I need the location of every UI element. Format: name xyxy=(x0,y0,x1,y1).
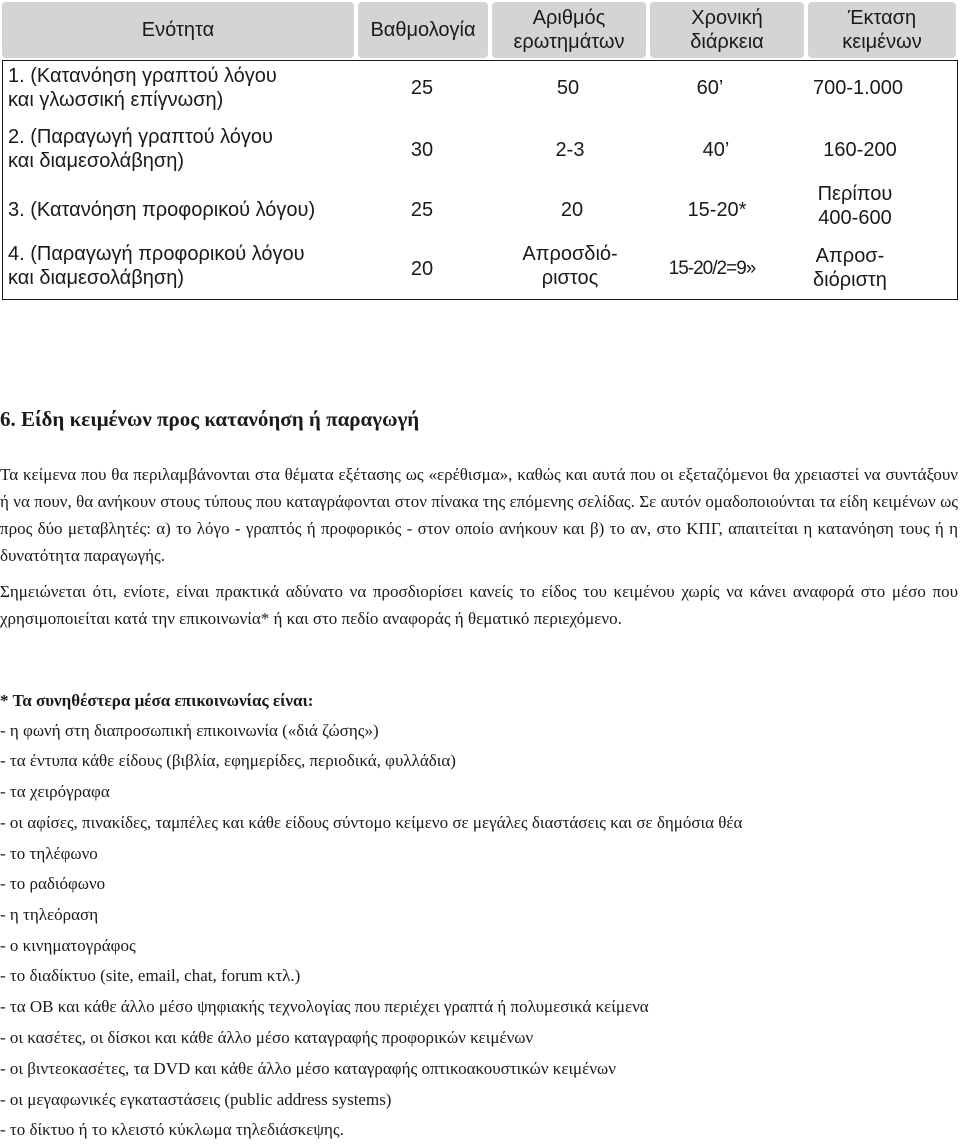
row-2-section: 2. (Παραγωγή γραπτού λόγου και διαμεσολάβηση) xyxy=(8,126,273,172)
header-questions-label: Αριθμός ερωτημάτων xyxy=(513,7,625,53)
row-1-section: 1. (Κατανόηση γραπτού λόγου και γλωσσική επίγνωση) xyxy=(8,65,277,111)
list-item: - το ραδιόφωνο xyxy=(0,874,106,893)
header-duration xyxy=(650,2,804,58)
row-1-score: 25 xyxy=(410,77,434,99)
header-questions xyxy=(492,2,646,58)
list-item: - τα ΟΒ και κάθε άλλο μέσο ψηφιακής τεχνολογίας που περιέχει γραπτά ή πολυμεσικά κείμενα xyxy=(0,997,649,1016)
media-heading: * Τα συνηθέστερα μέσα επικοινωνίας είναι: xyxy=(0,691,314,710)
list-item: - ο κινηματογράφος xyxy=(0,936,136,955)
list-item: - οι βιντεοκασέτες, τα DVD και κάθε άλλο μέσο καταγραφής οπτικοακουστικών κειμένων xyxy=(0,1059,616,1078)
list-item: - τα χειρόγραφα xyxy=(0,782,110,801)
list-item: - το διαδίκτυο (site, email, chat, forum κτλ.) xyxy=(0,966,301,985)
section-heading: 6. Είδη κειμένων προς κατανόηση ή παραγωγή xyxy=(0,407,420,431)
list-item: - οι αφίσες, πινακίδες, ταμπέλες και κάθε είδους σύντομο κείμενο σε μεγάλες διαστάσεις και σε δημόσια θέα xyxy=(0,813,743,832)
list-item: - τα έντυπα κάθε είδους (βιβλία, εφημερίδες, περιοδικά, φυλλάδια) xyxy=(0,751,456,770)
row-3-length: Περίπου 400-600 xyxy=(817,183,893,229)
row-1-length: 700-1.000 xyxy=(812,77,904,99)
list-item: - οι μεγαφωνικές εγκαταστάσεις (public address systems) xyxy=(0,1090,392,1109)
row-2-questions: 2-3 xyxy=(555,139,585,161)
paragraph-text-types: Τα κείμενα που θα περιλαμβάνονται στα θέματα εξέτασης ως «ερέθισμα», καθώς και αυτά που οι εξεταζόμενοι θα χρειαστεί να συντάξουν ή να πουν, θα ανήκουν στους τύπους που καταγράφονται στον πίνακα της επόμενης σελίδας. Σε αυτόν ομαδοποιούνται τα είδη κειμένων ως προς δύο μεταβλητές: α) το λόγο - γραπτός ή προφορικός - στον οποίο ανήκουν και β) το αν, στο ΚΠΓ, απαιτείται η κατανόηση τους ή η δυνατότητα παραγωγής. xyxy=(0,465,958,565)
header-duration-label: Χρονική διάρκεια xyxy=(690,7,764,53)
list-item: - το δίκτυο ή το κλειστό κύκλωμα τηλεδιάσκεψης. xyxy=(0,1120,344,1139)
row-3-questions: 20 xyxy=(560,199,584,221)
row-4-questions: Απροσδιό- ριστος xyxy=(522,243,618,289)
list-item: - η φωνή στη διαπροσωπική επικοινωνία («διά ζώσης») xyxy=(0,721,379,740)
row-4-score: 20 xyxy=(410,258,434,280)
row-1-questions: 50 xyxy=(556,77,580,99)
row-3-score: 25 xyxy=(410,199,434,221)
row-4-section: 4. (Παραγωγή προφορικού λόγου και διαμεσολάβηση) xyxy=(8,243,305,289)
header-section-label: Ενότητα xyxy=(141,19,215,41)
row-4-length: Απροσ- διόριστη xyxy=(813,245,887,291)
list-item: - οι κασέτες, οι δίσκοι και κάθε άλλο μέσο καταγραφής προφορικών κειμένων xyxy=(0,1028,534,1047)
row-4-duration: 15-20/2=9» xyxy=(668,258,756,279)
list-item: - το τηλέφωνο xyxy=(0,844,98,863)
row-3-duration: 15-20* xyxy=(687,199,747,221)
header-length xyxy=(808,2,956,58)
header-length-label: Έκταση κειμένων xyxy=(842,7,922,53)
row-1-duration: 60’ xyxy=(696,77,724,99)
header-score xyxy=(358,2,488,58)
header-score-label: Βαθμολογία xyxy=(370,19,476,41)
row-2-duration: 40’ xyxy=(702,139,730,161)
row-3-section: 3. (Κατανόηση προφορικού λόγου) xyxy=(8,199,316,221)
header-section xyxy=(2,2,354,58)
exam-sections-table xyxy=(0,0,960,303)
paragraph-communication-medium: Σημειώνεται ότι, ενίοτε, είναι πρακτικά αδύνατο να προσδιορίσει κανείς το είδος του κειμένου χωρίς να κάνει αναφορά στο μέσο που χρησιμοποιείται κατά την επικοινωνία* ή και στο πεδίο αναφοράς ή θεματικό περιεχόμενο. xyxy=(0,582,958,628)
list-item: - η τηλεόραση xyxy=(0,905,99,924)
row-2-length: 160-200 xyxy=(823,139,897,161)
row-2-score: 30 xyxy=(410,139,434,161)
